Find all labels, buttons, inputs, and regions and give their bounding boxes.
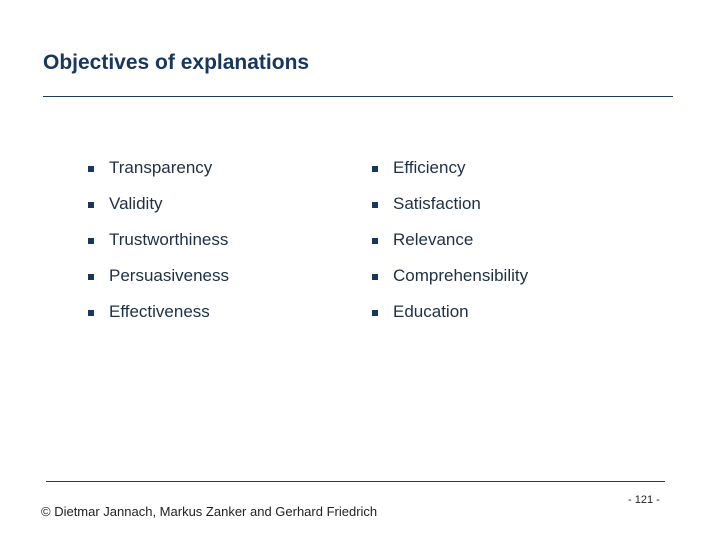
footer-copyright: © Dietmar Jannach, Markus Zanker and Gerhard Friedrich <box>41 504 378 519</box>
square-bullet-icon <box>88 274 94 280</box>
slide-title: Objectives of explanations <box>43 51 310 74</box>
bullet-label: Satisfaction <box>393 194 481 213</box>
square-bullet-icon <box>372 310 378 316</box>
bullet-label: Comprehensibility <box>393 266 529 285</box>
square-bullet-icon <box>88 202 94 208</box>
title-divider <box>43 96 673 97</box>
bullet-item <box>88 150 229 186</box>
bullet-item <box>372 222 528 258</box>
bullet-label: Effectiveness <box>109 302 210 321</box>
bullet-item <box>372 258 528 294</box>
bullet-label: Education <box>393 302 469 321</box>
bullet-label: Persuasiveness <box>109 266 230 285</box>
square-bullet-icon <box>88 310 94 316</box>
bullet-label: Relevance <box>393 230 474 249</box>
square-bullet-icon <box>372 202 378 208</box>
page-number: - 121 - <box>628 494 660 506</box>
square-bullet-icon <box>372 238 378 244</box>
bullet-label: Transparency <box>109 158 213 177</box>
square-bullet-icon <box>372 166 378 172</box>
bullet-item <box>372 294 528 330</box>
bullet-item <box>372 150 528 186</box>
bullet-item <box>88 294 229 330</box>
bullet-list-left <box>88 150 229 330</box>
bullet-item <box>372 186 528 222</box>
square-bullet-icon <box>88 238 94 244</box>
footer-divider <box>46 481 665 482</box>
bullet-list-right <box>372 150 528 330</box>
bullet-label: Trustworthiness <box>109 230 229 249</box>
bullet-label: Validity <box>109 194 163 213</box>
bullet-item <box>88 222 229 258</box>
bullet-item <box>88 258 229 294</box>
square-bullet-icon <box>372 274 378 280</box>
bullet-label: Efficiency <box>393 158 466 177</box>
square-bullet-icon <box>88 166 94 172</box>
bullet-item <box>88 186 229 222</box>
